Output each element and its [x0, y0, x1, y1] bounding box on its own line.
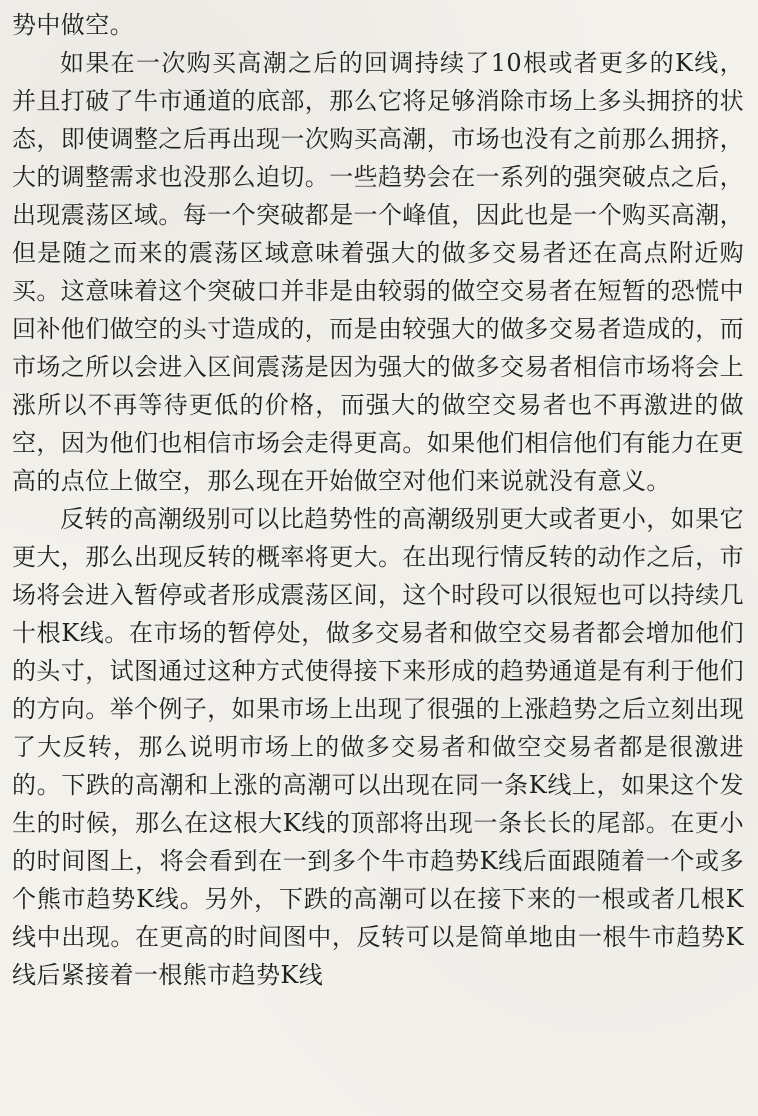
paragraph-reversal-climax: 反转的高潮级别可以比趋势性的高潮级别更大或者更小，如果它更大，那么出现反转的概率将更大。在出现行情反转的动作之后，市场将会进入暂停或者形成震荡区间，这个时段可以很短也可以持续几十根K线。在市场的暂停处，做多交易者和做空交易者都会增加他们的头寸，试图通过这种方式使得接下来形成的趋势通道是有利于他们的方向。举个例子，如果市场上出现了很强的上涨趋势之后立刻出现了大反转，那么说明市场上的做多交易者和做空交易者都是很激进的。下跌的高潮和上涨的高潮可以出现在同一条K线上，如果这个发生的时候，那么在这根大K线的顶部将出现一条长长的尾部。在更小的时间图上，将会看到在一到多个牛市趋势K线后面跟随着一个或多个熊市趋势K线。另外，下跌的高潮可以在接下来的一根或者几根K线中出现。在更高的时间图中，反转可以是简单地由一根牛市趋势K线后紧接着一根熊市趋势K线: [12, 505, 744, 989]
paragraph-buying-climax: 如果在一次购买高潮之后的回调持续了10根或者更多的K线，并且打破了牛市通道的底部，那么它将足够消除市场上多头拥挤的状态，即使调整之后再出现一次购买高潮，市场也没有之前那么拥挤，大的调整需求也没那么迫切。一些趋势会在一系列的强突破点之后，出现震荡区域。每一个突破都是一个峰值，因此也是一个购买高潮，但是随之而来的震荡区域意味着强大的做多交易者还在高点附近购买。这意味着这个突破口并非是由较弱的做空交易者在短暂的恐慌中回补他们做空的头寸造成的，而是由较强大的做多交易者造成的，而市场之所以会进入区间震荡是因为强大的做多交易者相信市场将会上涨所以不再等待更低的价格，而强大的做空交易者也不再激进的做空，因为他们也相信市场会走得更高。如果他们相信他们有能力在更高的点位上做空，那么现在开始做空对他们来说就没有意义。: [12, 49, 744, 495]
paragraph-continuation: 势中做空。: [12, 11, 134, 39]
